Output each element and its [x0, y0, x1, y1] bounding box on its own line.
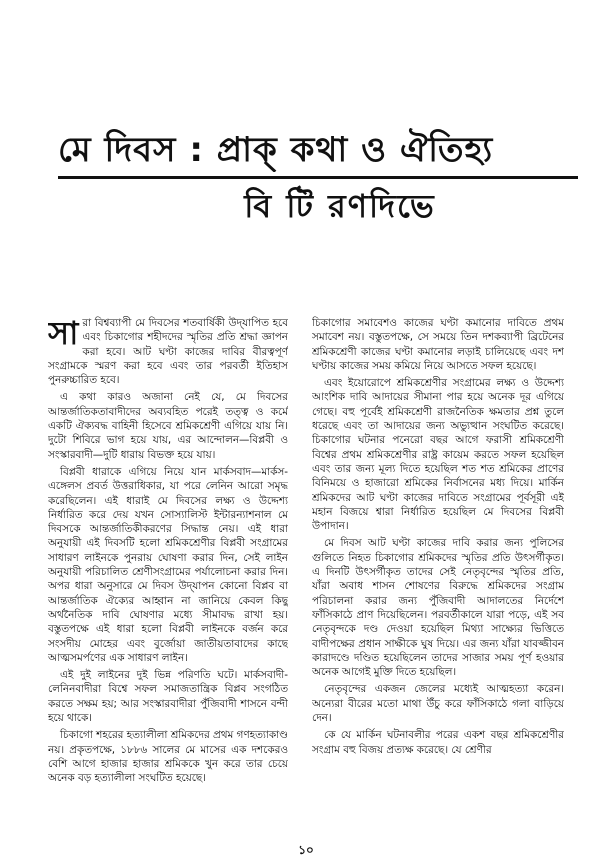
paragraph: বিপ্লবী ধারাকে এগিয়ে নিয়ে যান মার্কসবাদ—মার্কস-এঙ্গেলস প্রবর্ত উত্তরাধিকার, যা পরে লেনিন আরো সমৃদ্ধ করেছিলেন। এই ধারাই মে দিবসের লক্ষ্য ও উদ্দেশ্য নির্ধারিত করে দেয় যখন সোস্যালিস্ট ইন্টারন্যাশনাল মে দিবসকে আন্তর্জাতিকীকরণের সিদ্ধান্ত নেয়। এই ধারা অনুযায়ী এই দিবসটি হলো শ্রমিকশ্রেণীর বিপ্লবী সংগ্রামের সাধারণ লাইনকে পুনরায় ঘোষণা করার দিন, সেই লাইন অনুযায়ী পরিচালিত শ্রেণীসংগ্রামের পর্যালোচনা করার দিন। অপর ধারা অনুসারে মে দিবস উদ্‌যাপন কোনো বিপ্লব বা আন্তর্জাতিক ঐক্যের আহ্বান না জানিয়ে কেবল কিছু অর্থনৈতিক দাবি ঘোষণার মধ্যে সীমাবদ্ধ রাখা হয়। বস্তুতপক্ষে এই ধারা হলো বিপ্লবী লাইনকে বর্জন করে সংসদীয় মোহের এবং বুর্জোয়া জাতীয়তাবাদের কাছে আত্মসমর্পণের এক সাধারণ লাইন।	[48, 465, 288, 664]
page-number: ১০	[298, 843, 314, 857]
article-author: বি টি রণদিভে	[244, 187, 436, 225]
left-column	[48, 316, 288, 836]
paragraph: এ কথা কারও অজানা নেই যে, মে দিবসের আন্তর্জাতিকতাবাদীদের অব্যবহিত পরেই তত্ত্ব ও কর্মে একটি ঐক্যবদ্ধ বাহিনী হিসেবে শ্রমিকশ্রেণী এগিয়ে যায় নি। দুটো শিবিরে ভাগ হয়ে যায়, এর আন্দোলন—বিপ্লবী ও সংস্কারবাদী—দুটি ধারায় বিভক্ত হয়ে যায়।	[48, 391, 288, 461]
right-column	[312, 316, 564, 846]
paragraph: মে দিবস আট ঘণ্টা কাজের দাবি করার জন্য পুলিসের গুলিতে নিহত চিকাগোর শ্রমিকদের স্মৃতির প্রতি উৎসর্গীকৃত। এ দিনটি উৎসর্গীকৃত তাদের সেই নেতৃবৃন্দের স্মৃতির প্রতি, যাঁরা অবাধ শাসন শোষণের বিরুদ্ধে শ্রমিকদের সংগ্রাম পরিচালনা করার জন্য পুঁজিবাদী আদালতের নির্দেশে ফাঁসিকাঠে প্রাণ দিয়েছিলেন। পরবর্তীকালে যারা পড়ে, এই সব নেতৃবৃন্দকে দণ্ড দেওয়া হয়েছিল মিথ্যা সাক্ষ্যের ভিত্তিতে বাদীপক্ষের প্রধান সাক্ষীকে ঘুষ দিয়ে। এর জন্য যাঁরা যাবজ্জীবন কারাদণ্ডে দণ্ডিত হয়েছিলেন তাদের সাজার সময় পূর্ণ হওয়ার অনেক আগেই মুক্তি দিতে হয়েছিল।	[312, 537, 564, 679]
paragraph	[48, 316, 288, 387]
paragraph: কে যে মার্কিন ঘটনাবলীর পরের একশ বছর শ্রমিকশ্রেণীর সংগ্রাম বহু বিজয় প্রত্যক্ষ করেছে। যে শ্রেণীর	[312, 729, 564, 756]
paragraph: চিকাগোর সমাবেশও কাজের ঘণ্টা কমানোর দাবিতে প্রথম সমাবেশ নয়। বস্তুতপক্ষে, সে সময়ে তিন দশকব্যাপী ব্রিটেনের শ্রমিকশ্রেণী কাজের ঘণ্টা কমানোর লড়াই চালিয়েছে এবং দশ ঘণ্টায় কাজের সময় কমিয়ে নিয়ে আসতে সফল হয়েছে।	[312, 317, 564, 372]
drop-cap: সা	[48, 316, 79, 352]
paragraph: নেতৃবৃন্দের একজন জেলের মধ্যেই আত্মহত্যা করেন। অন্যেরা বীরের মতো মাথা উঁচু করে ফাঁসিকাঠে গলা বাড়িয়ে দেন।	[312, 683, 564, 725]
article-title: মে দিবস : প্রাক্ কথা ও ঐতিহ্য	[58, 130, 494, 170]
title-underline	[58, 176, 578, 179]
paragraph: এই দুই লাইনের দুই ভিন্ন পরিণতি ঘটে। মার্কসবাদী-লেনিনবাদীরা বিশ্বে সফল সমাজতান্ত্রিক বিপ্লব সংগঠিত করতে সক্ষম হয়; আর সংস্কারবাদীরা পুঁজিবাদী শাসনে বন্দী হয়ে থাকে।	[48, 669, 288, 725]
paragraph-text: রা বিশ্বব্যাপী মে দিবসের শতবার্ষিকী উদ্‌যাপিত হবে এবং চিকাগোর শহীদদের স্মৃতির প্রতি শ্রদ্ধা জ্ঞাপন করা হবে। আট ঘণ্টা কাজের দাবির বীরত্বপূর্ণ সংগ্রামকে স্মরণ করা হবে এবং তার পরবর্তী ইতিহাস পুনরুচ্চারিত হবে।	[48, 317, 288, 387]
paragraph: এবং ইয়োরোপে শ্রমিকশ্রেণীর সংগ্রামের লক্ষ্য ও উদ্দেশ্য আংশিক দাবি আদায়ের সীমানা পার হয়ে অনেক দূর এগিয়ে গেছে। বহু পূর্বেই শ্রমিকশ্রেণী রাজনৈতিক ক্ষমতার প্রশ্ন তুলে ধরেছে এবং তা আদায়ের জন্য অভ্যুত্থান সংঘটিত করেছে। চিকাগোর ঘটনার পনেরো বছর আগে ফরাসী শ্রমিকশ্রেণী বিশ্বের প্রথম শ্রমিকশ্রেণীর রাষ্ট্র কায়েম করতে সফল হয়েছিল এবং তার জন্য মূল্য দিতে হয়েছিল শত শত শ্রমিকের প্রাণের বিনিময়ে ও হাজারো শ্রমিকের নির্বাসনের মধ্য দিয়ে। মার্কিন শ্রমিকদের আট ঘণ্টা কাজের দাবিতে সংগ্রামের পূর্বসূরী এই মহান বিজয়ে শ্বারা নির্ধারিত হয়েছিল মে দিবসের বিপ্লবী উপাদান।	[312, 377, 564, 533]
paragraph: চিকাগো শহরের হত্যালীলা শ্রমিকদের প্রথম গণহত্যাকাণ্ড নয়। প্রকৃতপক্ষে, ১৮৮৬ সালের মে মাসের এক দশকেরও বেশি আগে হাজার হাজার শ্রমিককে খুন করে তার চেয়ে অনেক বড় হত্যালীলা সংঘটিত হয়েছে।	[48, 729, 288, 785]
